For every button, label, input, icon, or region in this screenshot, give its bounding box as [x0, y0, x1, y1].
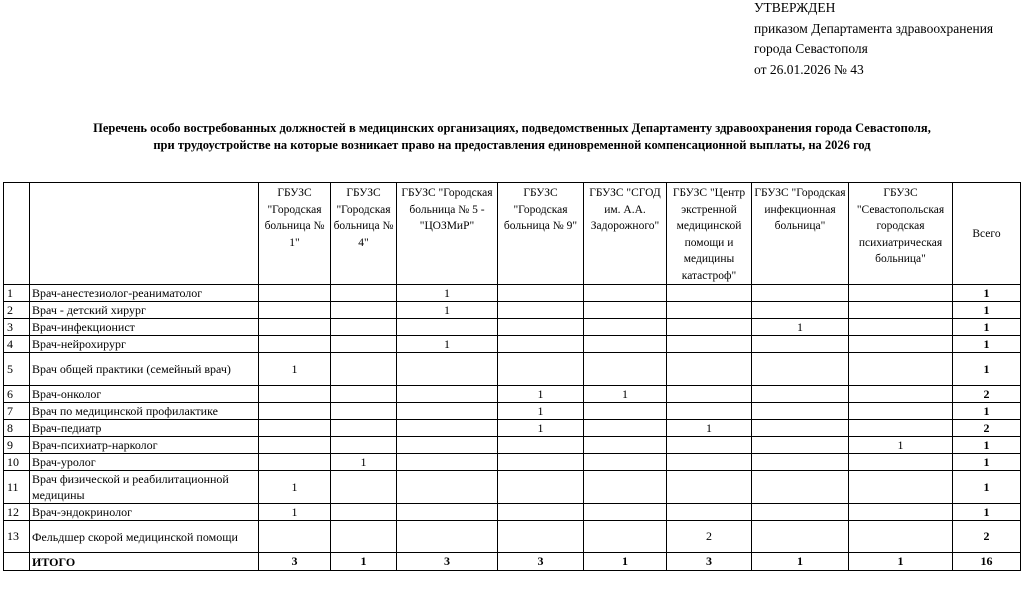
- header-org-5: ГБУЗС "СГОД им. А.А. Задорожного": [584, 183, 667, 285]
- position-name: Врач-эндокринолог: [30, 504, 259, 521]
- value-cell: [849, 319, 953, 336]
- value-cell: [397, 386, 498, 403]
- value-cell: [667, 454, 752, 471]
- header-org-3: ГБУЗС "Городская больница № 5 - "ЦОЗМиР": [397, 183, 498, 285]
- value-cell: [498, 285, 584, 302]
- value-cell: [752, 302, 849, 319]
- totals-value: 1: [849, 553, 953, 571]
- value-cell: [667, 285, 752, 302]
- value-cell: [584, 504, 667, 521]
- value-cell: [259, 336, 331, 353]
- document-title: [0, 120, 1024, 154]
- value-cell: [498, 504, 584, 521]
- header-name: [30, 183, 259, 285]
- header-num: [4, 183, 30, 285]
- header-total: Всего: [953, 183, 1021, 285]
- approval-block: [754, 0, 993, 80]
- value-cell: [498, 336, 584, 353]
- table-row: [4, 420, 1021, 437]
- position-name: Врач общей практики (семейный врач): [30, 353, 259, 386]
- row-total: 2: [953, 420, 1021, 437]
- value-cell: [331, 386, 397, 403]
- value-cell: [667, 353, 752, 386]
- value-cell: [584, 403, 667, 420]
- value-cell: [331, 420, 397, 437]
- row-total: 1: [953, 403, 1021, 420]
- value-cell: [397, 353, 498, 386]
- value-cell: [498, 353, 584, 386]
- position-name: Врач-онколог: [30, 386, 259, 403]
- position-name: Врач-педиатр: [30, 420, 259, 437]
- value-cell: [259, 454, 331, 471]
- table-row: [4, 386, 1021, 403]
- value-cell: [849, 403, 953, 420]
- value-cell: [331, 504, 397, 521]
- row-total: 1: [953, 504, 1021, 521]
- value-cell: 1: [667, 420, 752, 437]
- value-cell: [397, 471, 498, 504]
- row-total: 1: [953, 471, 1021, 504]
- value-cell: [752, 353, 849, 386]
- position-name: Врач - детский хирург: [30, 302, 259, 319]
- row-total: 1: [953, 353, 1021, 386]
- position-name: Фельдшер скорой медицинской помощи: [30, 521, 259, 553]
- table-row: [4, 403, 1021, 420]
- table-row: [4, 353, 1021, 386]
- totals-value: 3: [259, 553, 331, 571]
- value-cell: [849, 471, 953, 504]
- position-name: Врач физической и реабилитационной медицины: [30, 471, 259, 504]
- totals-value: 3: [667, 553, 752, 571]
- position-name: Врач-уролог: [30, 454, 259, 471]
- value-cell: [498, 454, 584, 471]
- value-cell: 1: [498, 403, 584, 420]
- table-body: [4, 285, 1021, 571]
- value-cell: [584, 285, 667, 302]
- value-cell: 1: [259, 471, 331, 504]
- title-line-2: при трудоустройстве на которые возникает право на предоставления единовременной компенсационной выплаты, на 2026 год: [153, 138, 871, 152]
- approval-line-2: приказом Департамента здравоохранения: [754, 20, 994, 36]
- row-total: 1: [953, 302, 1021, 319]
- row-number: 10: [4, 454, 30, 471]
- value-cell: [498, 319, 584, 336]
- value-cell: [259, 437, 331, 454]
- value-cell: [331, 302, 397, 319]
- totals-value: 3: [397, 553, 498, 571]
- row-total: 2: [953, 386, 1021, 403]
- value-cell: [667, 403, 752, 420]
- value-cell: [752, 420, 849, 437]
- row-total: 1: [953, 336, 1021, 353]
- table-row: [4, 336, 1021, 353]
- approval-line-1: УТВЕРЖДЕН: [754, 0, 836, 15]
- value-cell: [849, 302, 953, 319]
- value-cell: [667, 319, 752, 336]
- position-name: Врач-анестезиолог-реаниматолог: [30, 285, 259, 302]
- value-cell: [397, 454, 498, 471]
- row-number: 12: [4, 504, 30, 521]
- value-cell: 1: [752, 319, 849, 336]
- value-cell: [331, 437, 397, 454]
- value-cell: [331, 319, 397, 336]
- value-cell: [584, 471, 667, 504]
- position-name: Врач-психиатр-нарколог: [30, 437, 259, 454]
- value-cell: 1: [331, 454, 397, 471]
- value-cell: [752, 437, 849, 454]
- table-row: [4, 504, 1021, 521]
- row-number: 5: [4, 353, 30, 386]
- value-cell: [752, 471, 849, 504]
- value-cell: [584, 521, 667, 553]
- title-line-1: Перечень особо востребованных должностей в медицинских организациях, подведомственных Департаменту здравоохранения города Севастополя,: [93, 121, 931, 135]
- value-cell: [667, 504, 752, 521]
- table-row: [4, 319, 1021, 336]
- position-name: Врач по медицинской профилактике: [30, 403, 259, 420]
- value-cell: [397, 403, 498, 420]
- value-cell: [331, 403, 397, 420]
- value-cell: [397, 319, 498, 336]
- table-row: [4, 285, 1021, 302]
- row-number: 8: [4, 420, 30, 437]
- totals-value: 1: [584, 553, 667, 571]
- value-cell: [259, 302, 331, 319]
- value-cell: [259, 319, 331, 336]
- table-row: [4, 302, 1021, 319]
- positions-table: [3, 182, 1021, 571]
- grand-total: 16: [953, 553, 1021, 571]
- value-cell: [667, 471, 752, 504]
- value-cell: 1: [397, 336, 498, 353]
- row-total: 1: [953, 454, 1021, 471]
- row-number: 13: [4, 521, 30, 553]
- value-cell: 1: [259, 504, 331, 521]
- value-cell: [397, 420, 498, 437]
- header-org-1: ГБУЗС "Городская больница № 1": [259, 183, 331, 285]
- value-cell: [849, 521, 953, 553]
- value-cell: [331, 353, 397, 386]
- approval-line-4: от 26.01.2026 № 43: [754, 61, 864, 77]
- header-org-8: ГБУЗС "Севастопольская городская психиатрическая больница": [849, 183, 953, 285]
- totals-value: 1: [331, 553, 397, 571]
- value-cell: [752, 285, 849, 302]
- value-cell: [752, 336, 849, 353]
- value-cell: [849, 504, 953, 521]
- value-cell: 2: [667, 521, 752, 553]
- value-cell: [259, 403, 331, 420]
- value-cell: [331, 336, 397, 353]
- value-cell: 1: [584, 386, 667, 403]
- table-row: [4, 454, 1021, 471]
- value-cell: [584, 437, 667, 454]
- value-cell: [331, 285, 397, 302]
- value-cell: [259, 386, 331, 403]
- position-name: Врач-инфекционист: [30, 319, 259, 336]
- header-org-2: ГБУЗС "Городская больница № 4": [331, 183, 397, 285]
- value-cell: 1: [397, 285, 498, 302]
- value-cell: [667, 336, 752, 353]
- value-cell: 1: [397, 302, 498, 319]
- value-cell: [584, 336, 667, 353]
- row-number: 9: [4, 437, 30, 454]
- value-cell: [584, 454, 667, 471]
- value-cell: [584, 420, 667, 437]
- value-cell: 1: [259, 353, 331, 386]
- table-row: [4, 437, 1021, 454]
- table-row: [4, 521, 1021, 553]
- row-total: 2: [953, 521, 1021, 553]
- value-cell: [397, 437, 498, 454]
- value-cell: [849, 353, 953, 386]
- totals-value: 1: [752, 553, 849, 571]
- value-cell: [584, 353, 667, 386]
- value-cell: [752, 386, 849, 403]
- value-cell: [667, 302, 752, 319]
- approval-line-3: города Севастополя: [754, 41, 868, 56]
- value-cell: [397, 504, 498, 521]
- value-cell: [259, 285, 331, 302]
- row-total: 1: [953, 285, 1021, 302]
- totals-value: 3: [498, 553, 584, 571]
- header-org-7: ГБУЗС "Городская инфекционная больница": [752, 183, 849, 285]
- header-row: [4, 183, 1021, 285]
- value-cell: [397, 521, 498, 553]
- row-number: 7: [4, 403, 30, 420]
- value-cell: [752, 521, 849, 553]
- row-total: 1: [953, 437, 1021, 454]
- row-number: 2: [4, 302, 30, 319]
- row-number: 6: [4, 386, 30, 403]
- header-org-4: ГБУЗС "Городская больница № 9": [498, 183, 584, 285]
- value-cell: [752, 504, 849, 521]
- value-cell: [498, 471, 584, 504]
- value-cell: [752, 454, 849, 471]
- value-cell: [331, 521, 397, 553]
- row-number: 3: [4, 319, 30, 336]
- header-org-6: ГБУЗС "Центр экстренной медицинской помощи и медицины катастроф": [667, 183, 752, 285]
- totals-row: [4, 553, 1021, 571]
- value-cell: [667, 386, 752, 403]
- value-cell: [584, 319, 667, 336]
- value-cell: [849, 454, 953, 471]
- position-name: Врач-нейрохирург: [30, 336, 259, 353]
- row-number: 4: [4, 336, 30, 353]
- value-cell: [849, 336, 953, 353]
- totals-label: ИТОГО: [30, 553, 259, 571]
- row-number: 11: [4, 471, 30, 504]
- value-cell: [259, 420, 331, 437]
- totals-num-cell: [4, 553, 30, 571]
- value-cell: 1: [498, 420, 584, 437]
- value-cell: [331, 471, 397, 504]
- row-number: 1: [4, 285, 30, 302]
- row-total: 1: [953, 319, 1021, 336]
- value-cell: 1: [498, 386, 584, 403]
- table-row: [4, 471, 1021, 504]
- value-cell: [849, 285, 953, 302]
- value-cell: [584, 302, 667, 319]
- value-cell: [849, 420, 953, 437]
- value-cell: [259, 521, 331, 553]
- value-cell: [498, 302, 584, 319]
- value-cell: 1: [849, 437, 953, 454]
- value-cell: [752, 403, 849, 420]
- value-cell: [849, 386, 953, 403]
- value-cell: [667, 437, 752, 454]
- value-cell: [498, 437, 584, 454]
- value-cell: [498, 521, 584, 553]
